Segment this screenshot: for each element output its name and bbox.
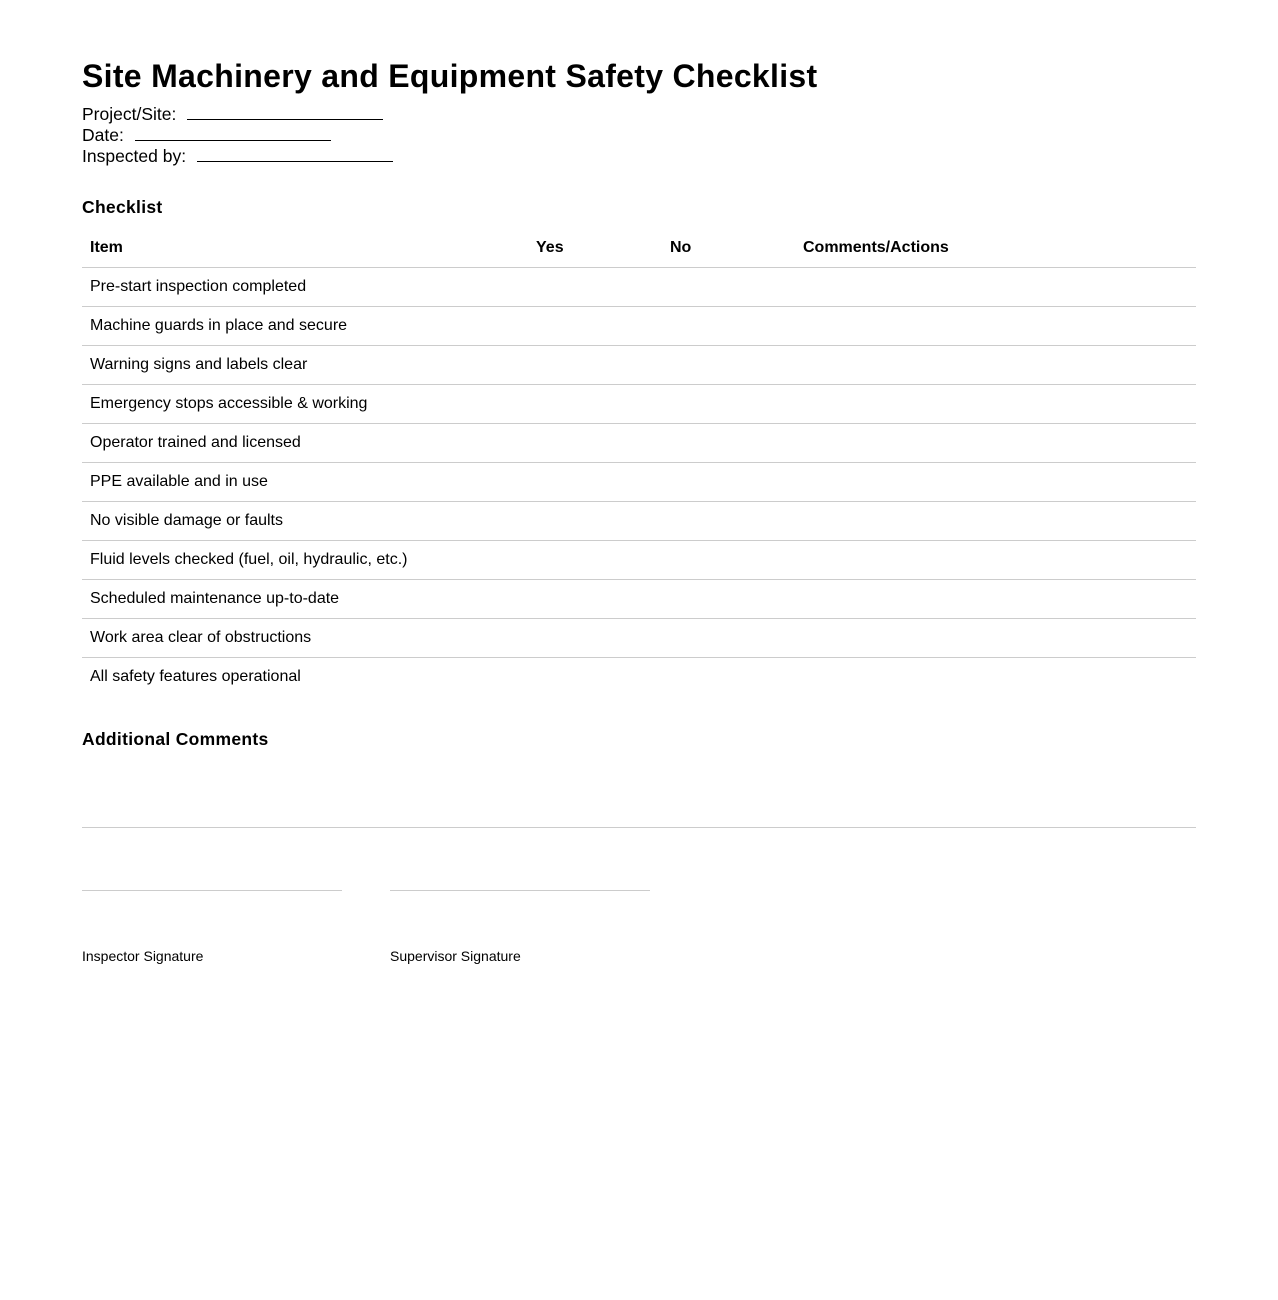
yes-cell[interactable] [528, 502, 662, 541]
inspector-signature-block [82, 890, 342, 964]
comments-cell[interactable] [795, 502, 1196, 541]
no-cell[interactable] [662, 307, 795, 346]
no-cell[interactable] [662, 424, 795, 463]
comments-cell[interactable] [795, 619, 1196, 658]
yes-cell[interactable] [528, 580, 662, 619]
yes-cell[interactable] [528, 307, 662, 346]
comments-cell[interactable] [795, 658, 1196, 697]
table-row [82, 658, 1196, 697]
no-cell[interactable] [662, 541, 795, 580]
comments-cell[interactable] [795, 463, 1196, 502]
item-cell: Emergency stops accessible & working [82, 385, 528, 424]
column-header-no: No [662, 229, 795, 268]
item-cell: All safety features operational [90, 668, 301, 685]
comments-cell[interactable] [795, 541, 1196, 580]
inspected-by-label: Inspected by: [82, 146, 187, 166]
item-cell: Machine guards in place and secure [82, 307, 528, 346]
item-cell: Operator trained and licensed [82, 424, 528, 463]
checklist-heading: Checklist [82, 197, 163, 217]
table-row [82, 580, 1196, 619]
page-title: Site Machinery and Equipment Safety Checklist [82, 58, 818, 94]
comments-cell[interactable] [795, 580, 1196, 619]
table-row [82, 619, 1196, 658]
inspected-by-blank[interactable] [197, 146, 393, 162]
item-cell: PPE available and in use [82, 463, 528, 502]
comments-cell[interactable] [795, 268, 1196, 307]
item-cell: Work area clear of obstructions [82, 619, 528, 658]
yes-cell[interactable] [528, 658, 662, 697]
supervisor-signature-label: Supervisor Signature [390, 948, 521, 964]
yes-cell[interactable] [528, 385, 662, 424]
yes-cell[interactable] [528, 268, 662, 307]
column-header-comments: Comments/Actions [795, 229, 1196, 268]
supervisor-signature-block [390, 890, 650, 964]
comments-cell[interactable] [795, 307, 1196, 346]
yes-cell[interactable] [528, 541, 662, 580]
checklist-table [82, 229, 1196, 696]
supervisor-signature-line[interactable] [390, 890, 650, 891]
no-cell[interactable] [662, 463, 795, 502]
document-fields [82, 104, 393, 167]
no-cell[interactable] [662, 619, 795, 658]
project-site-blank[interactable] [187, 104, 383, 120]
comments-cell[interactable] [795, 424, 1196, 463]
item-cell: Pre-start inspection completed [82, 268, 528, 307]
yes-cell[interactable] [528, 424, 662, 463]
no-cell[interactable] [662, 385, 795, 424]
table-row [82, 307, 1196, 346]
table-row [82, 541, 1196, 580]
project-site-label: Project/Site: [82, 104, 177, 124]
table-row [82, 268, 1196, 307]
table-row [82, 502, 1196, 541]
inspector-signature-line[interactable] [82, 890, 342, 891]
item-cell: Warning signs and labels clear [82, 346, 528, 385]
column-header-yes: Yes [528, 229, 662, 268]
date-field [82, 125, 393, 146]
item-cell: Scheduled maintenance up-to-date [82, 580, 528, 619]
inspector-signature-label: Inspector Signature [82, 948, 204, 964]
table-row [82, 424, 1196, 463]
additional-comments-heading: Additional Comments [82, 729, 269, 749]
comments-cell[interactable] [795, 385, 1196, 424]
yes-cell[interactable] [528, 346, 662, 385]
no-cell[interactable] [662, 658, 795, 697]
date-label: Date: [82, 125, 124, 145]
additional-comments-line[interactable] [82, 827, 1196, 828]
no-cell[interactable] [662, 502, 795, 541]
no-cell[interactable] [662, 346, 795, 385]
no-cell[interactable] [662, 268, 795, 307]
inspected-by-field [82, 146, 393, 167]
no-cell[interactable] [662, 580, 795, 619]
table-row [82, 463, 1196, 502]
table-row [82, 385, 1196, 424]
table-header-row [82, 229, 1196, 268]
comments-cell[interactable] [795, 346, 1196, 385]
item-cell: No visible damage or faults [82, 502, 528, 541]
project-site-field [82, 104, 393, 125]
yes-cell[interactable] [528, 463, 662, 502]
table-row [82, 346, 1196, 385]
column-header-item: Item [82, 229, 528, 268]
item-cell: Fluid levels checked (fuel, oil, hydraulic, etc.) [82, 541, 528, 580]
date-blank[interactable] [135, 125, 331, 141]
yes-cell[interactable] [528, 619, 662, 658]
